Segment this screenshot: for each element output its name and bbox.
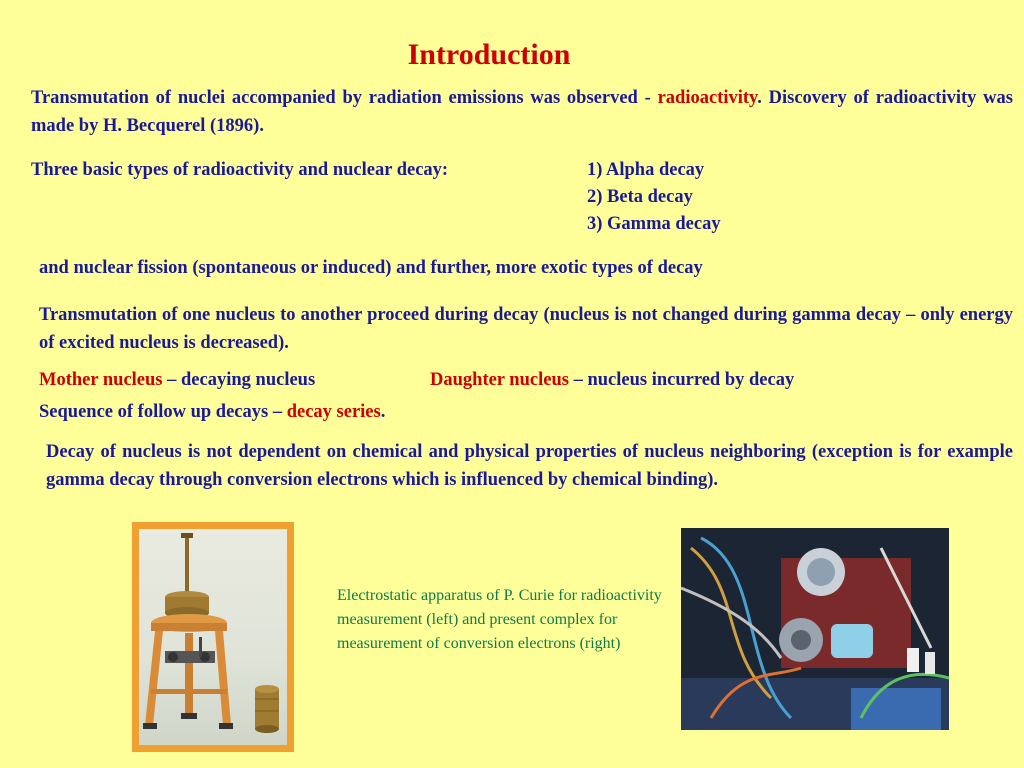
decay-type-item: 1) Alpha decay xyxy=(587,160,705,180)
slide-title: Introduction xyxy=(407,38,571,71)
independence-paragraph: Decay of nucleus is not dependent on chemical and physical properties of nucleus neighboring (exception is for example gamma decay through conversion electrons which is influenced by chemical binding). xyxy=(46,442,1013,490)
fission-paragraph: and nuclear fission (spontaneous or induced) and further, more exotic types of decay xyxy=(39,258,703,278)
intro-paragraph xyxy=(31,84,1013,140)
setup-illustration xyxy=(681,528,949,730)
intro-text-c: . Discovery of radioactivity was made by H. Becquerel (1896). xyxy=(31,88,1013,136)
curie-apparatus-photo xyxy=(132,522,294,752)
decay-type-item: 2) Beta decay xyxy=(587,187,693,207)
series-text-c: . xyxy=(380,402,386,422)
decay-series-line xyxy=(39,398,385,426)
daughter-nucleus-term: Daughter nucleus xyxy=(430,370,569,390)
decay-type-item: 3) Gamma decay xyxy=(587,214,721,234)
photo-caption: Electrostatic apparatus of P. Curie for radioactivity measurement (left) and present complex for measurement of conversion electrons (right) xyxy=(337,587,662,652)
decay-types-list xyxy=(587,156,721,237)
curie-apparatus-illustration xyxy=(139,529,287,745)
daughter-nucleus-definition xyxy=(430,366,794,394)
mother-nucleus-def: – decaying nucleus xyxy=(162,370,316,390)
transmutation-paragraph: Transmutation of one nucleus to another proceed during decay (nucleus is not changed during gamma decay – only energy of excited nucleus is decreased). xyxy=(39,305,1013,353)
intro-text-a: Transmutation of nuclei accompanied by radiation emissions was observed - xyxy=(31,88,658,108)
decay-types-lead: Three basic types of radioactivity and nuclear decay: xyxy=(31,160,449,180)
mother-nucleus-term: Mother nucleus xyxy=(39,370,163,390)
decay-series-term: decay series xyxy=(286,402,381,422)
conversion-electron-setup-photo xyxy=(681,528,949,730)
series-text-a: Sequence of follow up decays – xyxy=(39,402,287,422)
mother-nucleus-definition xyxy=(39,366,315,394)
radioactivity-term: radioactivity xyxy=(657,88,758,108)
daughter-nucleus-def: – nucleus incurred by decay xyxy=(568,370,795,390)
